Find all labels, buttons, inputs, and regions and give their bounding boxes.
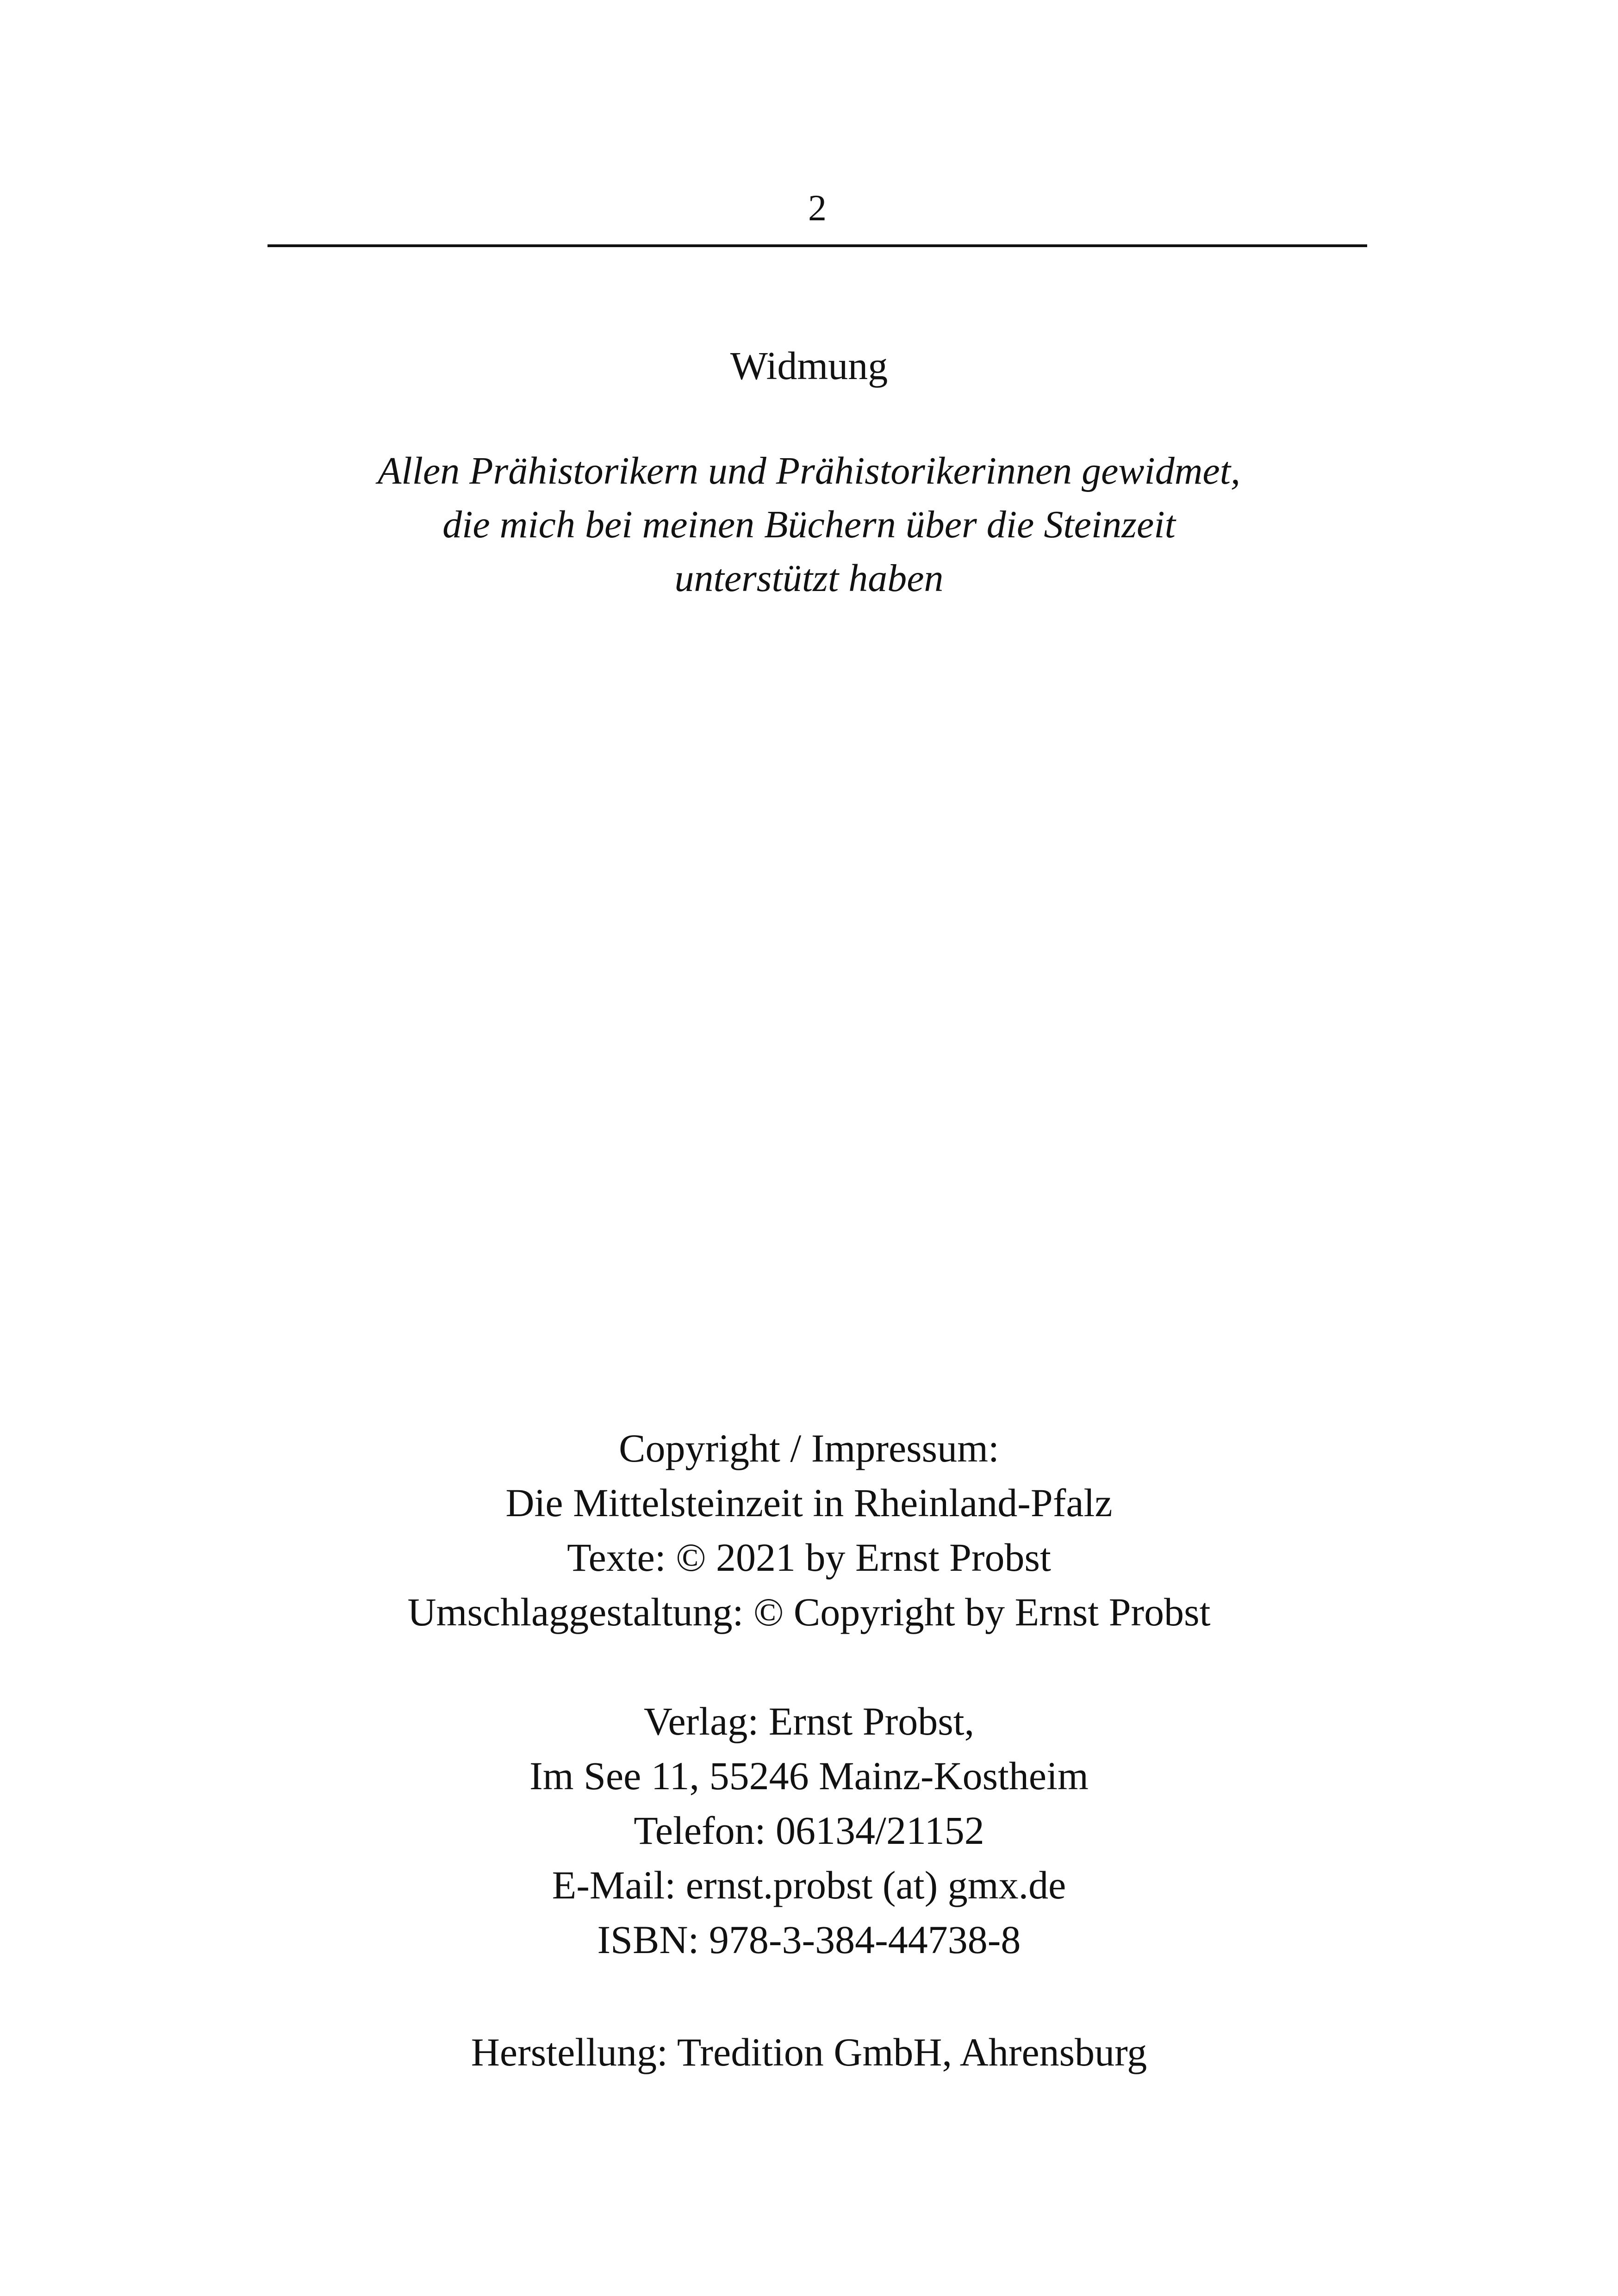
dedication-line: unterstützt haben [674, 557, 944, 600]
dedication-text [0, 444, 1618, 605]
cover-copyright-line: Umschlaggestaltung: © Copyright by Ernst Probst [407, 1590, 1211, 1634]
production-line: Herstellung: Tredition GmbH, Ahrensburg [471, 2030, 1147, 2074]
isbn-line: ISBN: 978-3-384-44738-8 [597, 1917, 1021, 1962]
imprint-publisher-block [0, 1694, 1618, 1967]
book-title-line: Die Mittelsteinzeit in Rheinland-Pfalz [505, 1481, 1113, 1525]
dedication-line: die mich bei meinen Büchern über die Steinzeit [442, 503, 1176, 546]
address-line: Im See 11, 55246 Mainz-Kostheim [529, 1754, 1089, 1798]
page-number: 2 [808, 188, 827, 229]
email-line: E-Mail: ernst.probst (at) gmx.de [552, 1863, 1066, 1907]
dedication-line: Allen Prähistorikern und Prähistorikerinnen gewidmet, [377, 449, 1241, 492]
text-copyright-line: Texte: © 2021 by Ernst Probst [567, 1535, 1051, 1580]
imprint-copyright-block [0, 1421, 1618, 1639]
imprint-production-block [0, 2025, 1618, 2079]
phone-line: Telefon: 06134/21152 [634, 1808, 984, 1853]
imprint-heading: Copyright / Impressum: [619, 1426, 999, 1470]
page-header [268, 180, 1367, 247]
dedication-title: Widmung [730, 343, 888, 388]
publisher-line: Verlag: Ernst Probst, [643, 1699, 975, 1743]
